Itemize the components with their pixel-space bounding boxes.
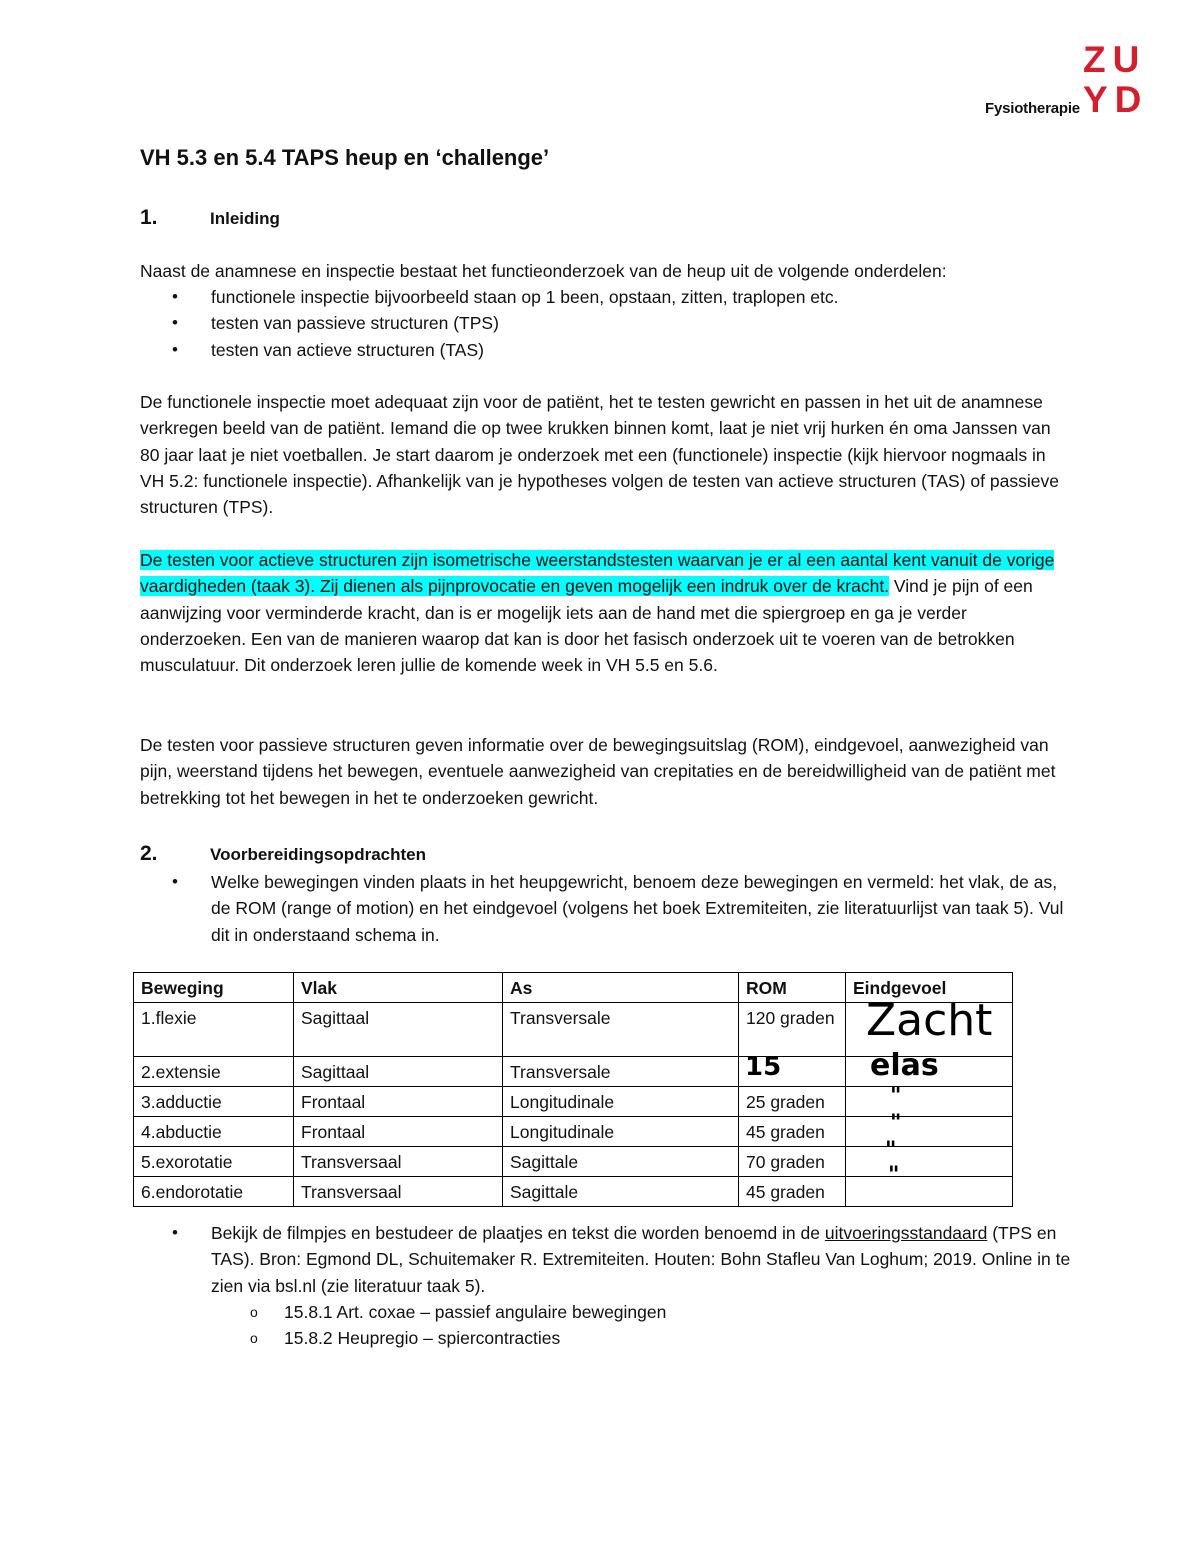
uitvoeringsstandaard-link[interactable]: uitvoeringsstandaard xyxy=(824,1223,988,1243)
table-cell: 120 graden xyxy=(739,1003,846,1057)
reference-sublist xyxy=(250,1299,666,1352)
list-item: o 15.8.2 Heupregio – spiercontracties xyxy=(250,1325,666,1351)
column-header: Beweging xyxy=(134,973,294,1003)
section-2-number: 2. xyxy=(140,842,158,865)
column-header: Eindgevoel xyxy=(846,973,1013,1003)
section-1-paragraph-functional-inspection: De functionele inspectie moet adequaat zijn voor de patiënt, het te testen gewricht en passen in het uit de anamnese verkregen beeld van de patiënt. Iemand die op twee krukken binnen komt, laat je niet vrij hurken én oma Janssen van 80 jaar laat je niet voetballen. Je start daarom je onderzoek met een (functionele) inspectie (kijk hiervoor nogmaals in VH 5.2: functionele inspectie). Afhankelijk van je hypotheses volgen de testen van actieve structuren (TAS) of passieve structuren (TPS). xyxy=(140,392,1059,518)
table-row xyxy=(134,1087,1013,1117)
table-cell xyxy=(846,1087,1013,1117)
handwritten-extensie-rom: 15 xyxy=(745,1052,782,1082)
table-cell: 45 graden xyxy=(739,1117,846,1147)
column-header: Vlak xyxy=(294,973,503,1003)
table-row xyxy=(134,1117,1013,1147)
section-2-title: Voorbereidingsopdrachten xyxy=(210,845,426,864)
handwritten-ditto-mark: " xyxy=(885,1138,897,1163)
table-cell: Longitudinale xyxy=(503,1117,739,1147)
table-cell xyxy=(846,1117,1013,1147)
section-1-paragraph-passive-structures: De testen voor passieve structuren geven informatie over de bewegingsuitslag (ROM), eindgevoel, aanwezigheid van pijn, weerstand tijdens het bewegen, eventuele aanwezigheid van crepitaties en de bereidwilligheid van de patiënt met betrekking tot het bewegen in het te onderzoeken gewricht. xyxy=(140,735,1056,808)
handwritten-flexie-eindgevoel: Zacht xyxy=(866,995,993,1046)
bullet-text-continued: (TPS en TAS). Bron: Egmond DL, Schuitemaker R. Extremiteiten. Houten: Bohn Stafleu Van Loghum; 2019. Online in te zien via bsl.nl (zie literatuur taak 5). xyxy=(211,1223,1071,1296)
table-cell: Longitudinale xyxy=(503,1087,739,1117)
zuyd-logo-mark xyxy=(1083,39,1149,120)
table-cell: 4.abductie xyxy=(134,1117,294,1147)
list-item xyxy=(172,1220,1072,1299)
table-cell: 3.adductie xyxy=(134,1087,294,1117)
table-cell: Sagittaal xyxy=(294,1057,503,1087)
paragraph-continuation: Vind je pijn of een aanwijzing voor verminderde kracht, dan is er mogelijk iets aan de hand met die spiergroep en ga je verder onderzoeken. Een van de manieren waarop dat kan is door het fasisch onderzoek uit te voeren van de betrokken musculatuur. Dit onderzoek leren jullie de komende week in VH 5.5 en 5.6. xyxy=(140,576,1033,676)
table-cell xyxy=(846,1177,1013,1207)
section-2-heading xyxy=(140,842,426,866)
table-cell: Sagittale xyxy=(503,1177,739,1207)
section-1-heading xyxy=(140,206,280,230)
section-1-title: Inleiding xyxy=(210,209,280,228)
table-cell: Transversale xyxy=(503,1057,739,1087)
bullet-text: Bekijk de filmpjes en bestudeer de plaatjes en tekst die worden benoemd in de xyxy=(211,1223,825,1243)
section-1-intro: Naast de anamnese en inspectie bestaat het functieonderzoek van de heup uit de volgende onderdelen: xyxy=(140,261,947,281)
list-item: • testen van passieve structuren (TPS) xyxy=(172,310,1072,336)
handwritten-ditto-mark: " xyxy=(888,1163,900,1188)
table-cell: Transversale xyxy=(503,1003,739,1057)
highlighted-text: De testen voor actieve structuren zijn isometrische weerstandstesten waarvan je er al een aantal kent vanuit de vorige vaardigheden (taak 3). Zij dienen als pijnprovocatie en geven mogelijk een indruk over de kracht. xyxy=(140,550,1055,597)
logo-department-label: Fysiotherapie xyxy=(985,100,1080,117)
table-cell: 45 graden xyxy=(739,1177,846,1207)
list-item: • testen van actieve structuren (TAS) xyxy=(172,337,1072,363)
table-cell: 25 graden xyxy=(739,1087,846,1117)
table-cell: 5.exorotatie xyxy=(134,1147,294,1177)
table-cell: Sagittale xyxy=(503,1147,739,1177)
column-header: ROM xyxy=(739,973,846,1003)
table-cell xyxy=(846,1147,1013,1177)
table-cell: 1.flexie xyxy=(134,1003,294,1057)
page-title: VH 5.3 en 5.4 TAPS heup en ‘challenge’ xyxy=(140,145,550,170)
handwritten-ditto-mark: " xyxy=(890,1111,902,1136)
handwritten-ditto-mark: " xyxy=(890,1084,902,1109)
list-item: • Welke bewegingen vinden plaats in het heupgewricht, benoem deze bewegingen en vermeld: het vlak, de as, de ROM (range of motion) en het eindgevoel (volgens het boek Extremiteiten, zie literatuurlijst van taak 5). Vul dit in onderstaand schema in. xyxy=(172,869,1072,948)
table-row xyxy=(134,1147,1013,1177)
table-cell: 6.endorotatie xyxy=(134,1177,294,1207)
table-cell: Frontaal xyxy=(294,1087,503,1117)
section-2-bullet-list xyxy=(172,869,1072,948)
table-cell: Frontaal xyxy=(294,1117,503,1147)
table-cell: Transversaal xyxy=(294,1177,503,1207)
table-cell: 2.extensie xyxy=(134,1057,294,1087)
handwritten-extensie-eindgevoel: elas xyxy=(870,1048,939,1083)
section-2-bullet-list-2 xyxy=(172,1220,1072,1299)
table-cell: Sagittaal xyxy=(294,1003,503,1057)
logo-letters-top: ZU xyxy=(1083,39,1147,80)
section-1-number: 1. xyxy=(140,206,158,229)
list-item: o 15.8.1 Art. coxae – passief angulaire bewegingen xyxy=(250,1299,666,1325)
table-cell: 70 graden xyxy=(739,1147,846,1177)
list-item: • functionele inspectie bijvoorbeeld staan op 1 been, opstaan, zitten, traplopen etc. xyxy=(172,284,1072,310)
table-row xyxy=(134,1177,1013,1207)
section-1-paragraph-active-structures xyxy=(140,547,1070,678)
section-1-bullet-list xyxy=(172,284,1072,363)
table-cell: Transversaal xyxy=(294,1147,503,1177)
column-header: As xyxy=(503,973,739,1003)
logo-letters-bottom: YD xyxy=(1083,79,1149,120)
